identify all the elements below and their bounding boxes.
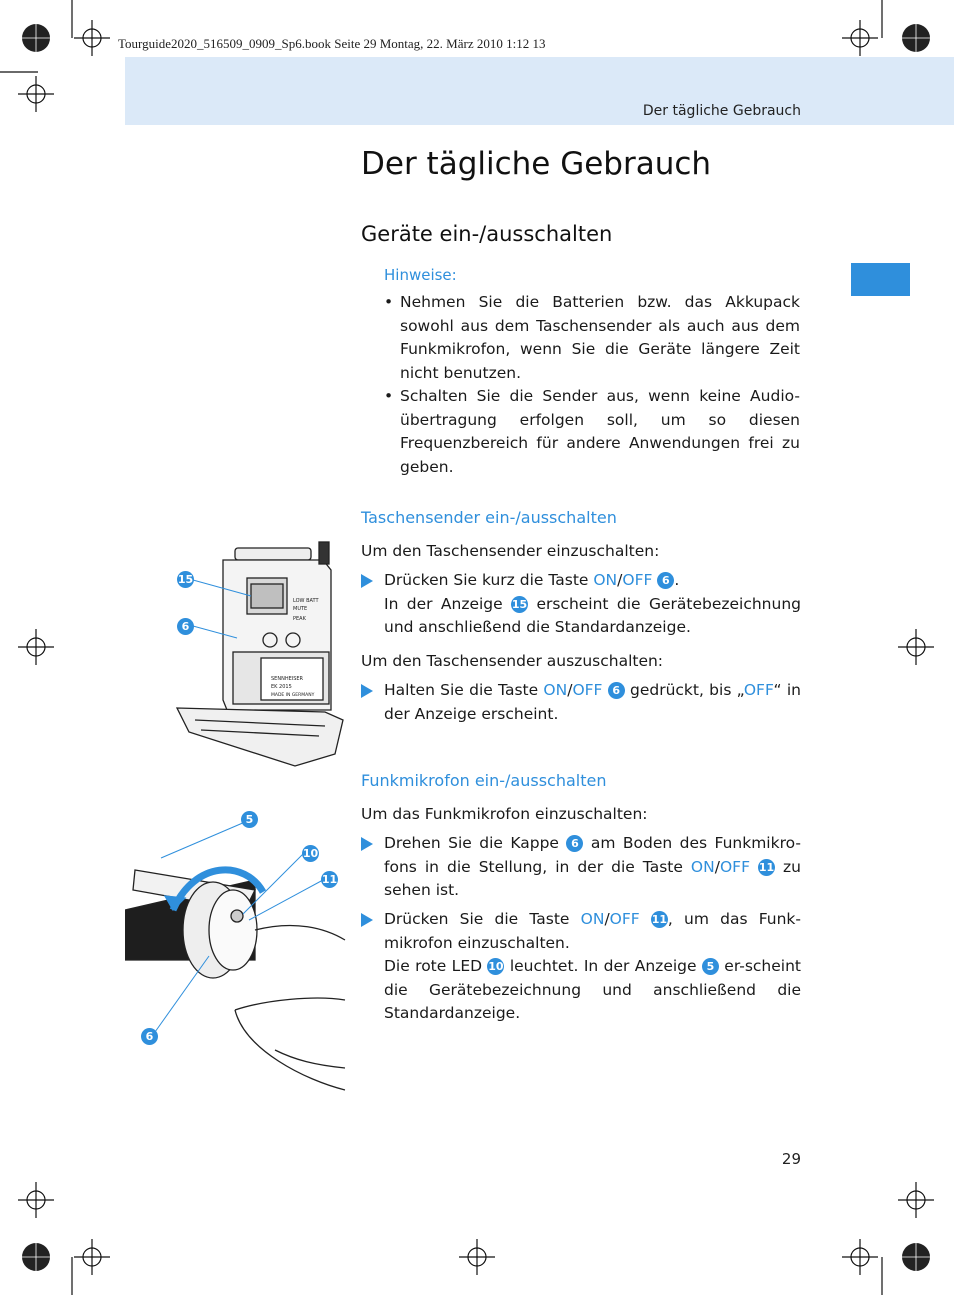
header-band — [125, 57, 954, 125]
bodypack-transmitter-illustration — [175, 540, 355, 770]
step-arrow-icon — [361, 574, 373, 588]
page-title: Der tägliche Gebrauch — [361, 146, 712, 182]
made-in-label: MADE IN GERMANY — [271, 693, 315, 698]
funkmikrofon-on-intro: Um das Funkmikrofon einzuschalten: — [361, 805, 648, 823]
taschensender-on-intro: Um den Taschensender einzuschalten: — [361, 542, 660, 560]
funkmikrofon-step-1: Drehen Sie die Kappe 6 am Boden des Funkmikro-fons in die Stellung, in der die Taste ON/OFF 11 zu sehen ist. — [361, 832, 801, 903]
ref-number: 5 — [702, 958, 719, 975]
step-arrow-icon — [361, 684, 373, 698]
peak-label: PEAK — [293, 616, 306, 622]
callout-display: 15 — [177, 573, 194, 586]
mute-label: MUTE — [293, 606, 308, 612]
running-head: Der tägliche Gebrauch — [642, 103, 801, 119]
ref-number: 10 — [488, 960, 504, 973]
funkmikrofon-title: Funkmikrofon ein-/ausschalten — [361, 771, 607, 790]
section-title: Geräte ein-/ausschalten — [361, 222, 613, 246]
ref-number: 6 — [608, 682, 625, 699]
callout-red-led: 10 — [302, 847, 319, 860]
step-arrow-icon — [361, 913, 373, 927]
taschensender-on-step: Drücken Sie kurz die Taste ON/OFF 6 . In der Anzeige 15 erscheint die Gerätebezeichnung und anschließend die Standardanzeige. — [361, 569, 801, 640]
taschensender-title: Taschensender ein-/ausschalten — [361, 508, 617, 527]
note-item: • Schalten Sie die Sender aus, wenn keine Audio-übertragung erfolgen soll, um so diesen Frequenzbereich für andere Anwendungen frei zu geben. — [384, 385, 800, 479]
model-label: EK 2015 — [271, 684, 292, 690]
step-arrow-icon — [361, 837, 373, 851]
taschensender-off-intro: Um den Taschensender auszuschalten: — [361, 652, 664, 670]
note-item: • Nehmen Sie die Batterien bzw. das Akkupack sowohl aus dem Taschensender als auch aus dem Funkmikrofon, wenn Sie die Geräte längere Zeit nicht benutzen. — [384, 291, 800, 385]
ref-number: 6 — [566, 835, 583, 852]
chapter-thumb-tab — [851, 263, 910, 296]
ref-number: 15 — [511, 597, 528, 611]
ref-number: 11 — [758, 860, 775, 874]
print-info: Tourguide2020_516509_0909_Sp6.book Seite 29 Montag, 22. März 2010 1:12 13 — [118, 36, 546, 51]
callout-on-off-button: 6 — [177, 618, 194, 635]
page-number: 29 — [781, 1150, 801, 1168]
notes-label: Hinweise: — [384, 266, 457, 284]
callout-cap: 6 — [141, 1028, 158, 1045]
notes-list — [384, 291, 800, 479]
brand-label: SENNHEISER — [271, 676, 304, 682]
ref-number: 11 — [651, 913, 668, 926]
callout-on-off-button: 11 — [321, 873, 338, 886]
low-batt-label: LOW BATT — [293, 598, 319, 604]
funkmikrofon-step-2: Drücken Sie die Taste ON/OFF 11, um das Funk-mikrofon einzuschalten. Die rote LED 10 leuchtet. In der Anzeige 5 er-scheint die Gerätebezeichnung und anschließend die Standardanzeige. — [361, 908, 801, 1026]
taschensender-off-step: Halten Sie die Taste ON/OFF 6 gedrückt, bis „OFF“ in der Anzeige erscheint. — [361, 679, 801, 726]
callout-display: 5 — [241, 811, 258, 828]
ref-number: 6 — [657, 572, 674, 589]
